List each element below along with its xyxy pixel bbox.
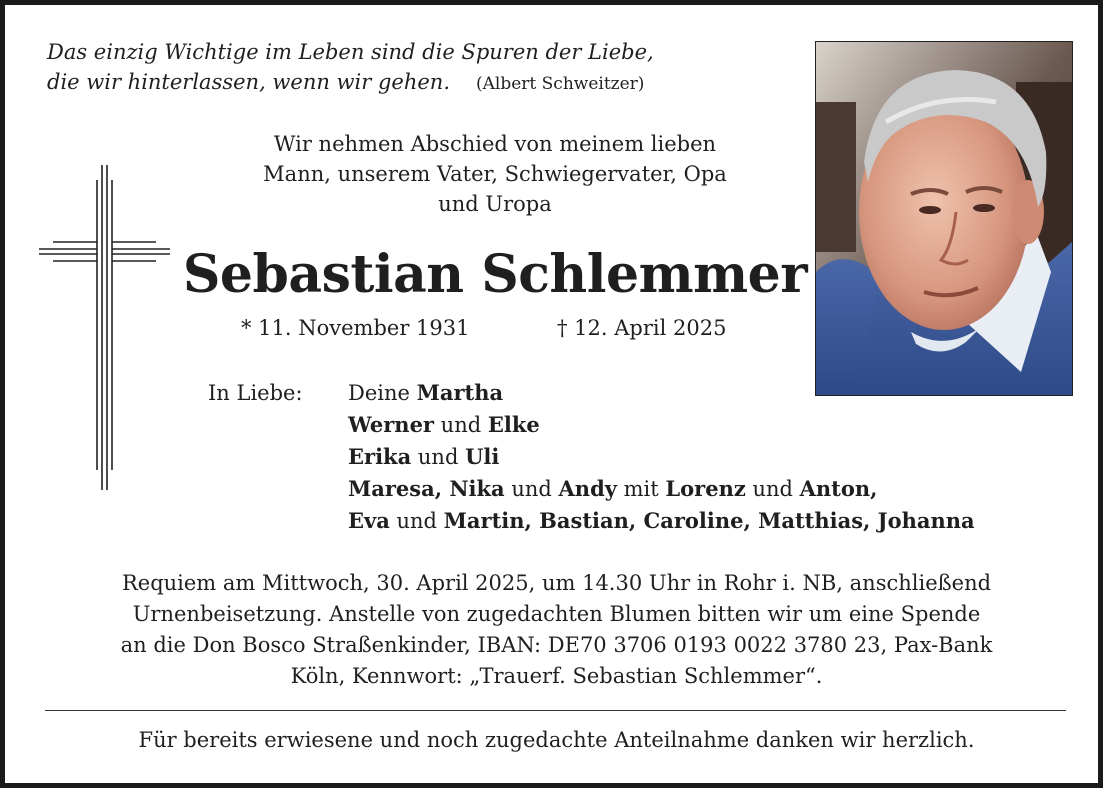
intro-line-1: Wir nehmen Abschied von meinem lieben — [273, 132, 717, 156]
mourner-name: Elke — [487, 412, 540, 437]
mourner-connector: und — [389, 509, 444, 533]
mourner-name: Werner — [348, 412, 434, 437]
mourner-line — [348, 505, 975, 537]
quote-author: (Albert Schweitzer) — [476, 74, 645, 94]
mourner-line — [348, 473, 975, 505]
mourner-name: Anton, — [799, 476, 878, 501]
death-date: † 12. April 2025 — [557, 316, 727, 340]
mourner-line — [348, 441, 975, 473]
mourner-connector: und — [745, 477, 800, 501]
quote-line-1: Das einzig Wichtige im Leben sind die Spuren der Liebe, — [47, 40, 654, 64]
deceased-name: Sebastian Schlemmer — [182, 244, 808, 305]
portrait-photo — [815, 41, 1073, 396]
mourner-name: Erika — [348, 444, 412, 469]
intro-text — [210, 129, 780, 219]
mourners-list — [348, 377, 975, 537]
mourner-name: Martin, Bastian, Caroline, Matthias, Johanna — [443, 508, 975, 533]
requiem-line-3: an die Don Bosco Straßenkinder, IBAN: DE70 3706 0193 0022 3780 23, Pax-Bank — [120, 633, 993, 657]
intro-line-2: Mann, unserem Vater, Schwiegervater, Opa — [263, 162, 727, 186]
quote — [47, 37, 654, 99]
mourner-name: Eva — [348, 508, 390, 533]
birth-date: * 11. November 1931 — [241, 316, 470, 340]
mourner-name: Martha — [416, 380, 504, 405]
quote-line-2 — [47, 67, 654, 99]
thanks-text: Für bereits erwiesene und noch zugedachte Anteilnahme danken wir herzlich. — [138, 728, 975, 752]
requiem-text — [35, 568, 1078, 692]
mourner-name: Uli — [465, 444, 500, 469]
mourner-name: Maresa, Nika — [348, 476, 505, 501]
mourner-connector: und — [411, 445, 466, 469]
mourner-connector: und — [504, 477, 559, 501]
requiem-line-1: Requiem am Mittwoch, 30. April 2025, um 14.30 Uhr in Rohr i. NB, anschließend — [121, 571, 992, 595]
mourner-name: Lorenz — [665, 476, 746, 501]
cross-icon — [35, 160, 175, 495]
mourner-connector: Deine — [348, 381, 417, 405]
mourner-connector: mit — [616, 477, 666, 501]
requiem-line-4: Köln, Kennwort: „Trauerf. Sebastian Schlemmer“. — [290, 664, 823, 688]
mourner-line — [348, 377, 975, 409]
intro-line-3: und Uropa — [438, 192, 552, 216]
mourner-connector: und — [434, 413, 488, 437]
mourner-name: Andy — [558, 476, 617, 501]
mourner-line — [348, 409, 975, 441]
requiem-line-2: Urnenbeisetzung. Anstelle von zugedachten Blumen bitten wir um eine Spende — [132, 602, 981, 626]
divider — [45, 710, 1066, 711]
quote-line-2-text: die wir hinterlassen, wenn wir gehen. — [47, 70, 450, 94]
mourners-label: In Liebe: — [208, 381, 303, 405]
